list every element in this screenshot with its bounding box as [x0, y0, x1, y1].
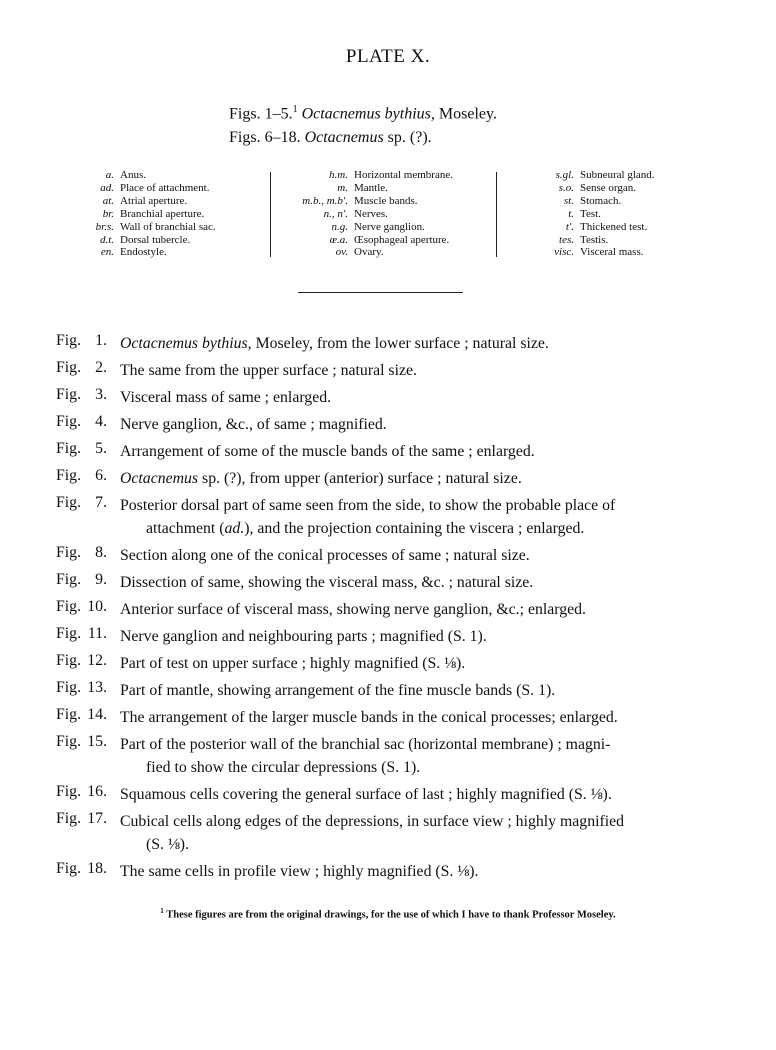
figure-caption — [56, 598, 736, 621]
legend-entry — [538, 246, 655, 259]
caption-text: Section along one of the conical processes of same ; natural size. — [120, 547, 530, 564]
figure-label — [56, 706, 120, 724]
plate-title: PLATE X. — [345, 46, 431, 67]
caption-text: Anterior surface of visceral mass, showing nerve ganglion, &c.; enlarged. — [120, 601, 587, 618]
figure-number: 14. — [87, 706, 108, 723]
footnote-mark: 1 — [292, 104, 298, 115]
figure-caption — [56, 810, 736, 856]
legend-abbreviation: h.m. — [329, 169, 348, 181]
figure-caption — [56, 625, 736, 648]
legend-abbreviation: ad. — [100, 181, 114, 194]
figure-description — [120, 783, 736, 806]
figure-label — [56, 440, 120, 458]
taxon-name: ad. — [224, 520, 245, 537]
figure-number: 17. — [87, 810, 108, 827]
subtitle-author: Moseley. — [438, 105, 497, 123]
figure-description — [120, 625, 736, 648]
figure-label — [56, 652, 120, 670]
figure-description — [120, 571, 736, 594]
figure-description — [120, 733, 736, 779]
legend-entry — [282, 208, 453, 221]
figure-description — [120, 494, 736, 540]
subtitle-species: Octacnemus — [304, 129, 384, 146]
legend-abbreviation: br. — [102, 207, 114, 220]
legend-definition: Sense organ. — [580, 181, 637, 194]
figure-label — [56, 733, 120, 751]
figure-description — [120, 860, 736, 883]
legend-column-3 — [538, 169, 655, 259]
caption-text: Dissection of same, showing the visceral mass, &c. ; natural size. — [120, 574, 534, 591]
figure-caption — [56, 652, 736, 675]
legend-abbreviation: ov. — [335, 246, 348, 259]
caption-text: Squamous cells covering the general surface of last ; highly magnified (S. ⅛). — [120, 786, 612, 803]
legend-definition: Branchial aperture. — [120, 207, 205, 220]
figure-word: Fig. — [56, 494, 82, 511]
figure-caption — [56, 571, 736, 594]
legend-entry — [282, 221, 453, 234]
legend-entry — [538, 182, 655, 195]
figure-label — [56, 467, 120, 485]
figure-number: 6. — [95, 467, 108, 484]
figure-number: 10. — [87, 598, 108, 615]
legend-definition: Dorsal tubercle. — [120, 233, 191, 246]
footnote — [0, 907, 776, 921]
caption-continuation — [120, 517, 736, 540]
legend-entry — [538, 234, 655, 247]
legend-definition: Endostyle. — [120, 246, 167, 259]
legend-entry — [86, 221, 216, 234]
legend-definition: Anus. — [120, 169, 146, 181]
legend-abbreviation: œ.a. — [329, 233, 348, 246]
caption-text: sp. (?), from upper (anterior) surface ; natural size. — [198, 470, 522, 487]
legend-entry — [86, 182, 216, 195]
legend-entry — [538, 195, 655, 208]
figure-label — [56, 598, 120, 616]
legend-abbreviation: st. — [563, 194, 574, 207]
caption-text: Part of mantle, showing arrangement of the fine muscle bands (S. 1). — [120, 682, 556, 699]
legend-abbreviation: tes. — [559, 233, 574, 246]
subtitle-author: sp. (?). — [387, 129, 432, 146]
figure-number: 12. — [87, 652, 108, 669]
caption-text: fied to show the circular depressions (S. 1). — [146, 759, 421, 776]
figure-description — [120, 544, 736, 567]
figure-label — [56, 860, 120, 878]
figure-label — [56, 494, 120, 512]
legend-definition: Visceral mass. — [580, 246, 644, 259]
figure-number: 15. — [87, 733, 108, 750]
caption-text: Part of the posterior wall of the branchial sac (horizontal membrane) ; magni- — [120, 736, 611, 753]
figure-description — [120, 332, 736, 355]
footnote-mark: 1 — [160, 907, 164, 915]
caption-text: The same from the upper surface ; natural size. — [120, 362, 417, 379]
figure-label — [56, 413, 120, 431]
subtitle-figs-label: Figs. 6–18. — [229, 129, 301, 146]
legend-definition: Place of attachment. — [120, 181, 210, 194]
legend-definition: Stomach. — [580, 194, 622, 207]
figure-number: 18. — [87, 860, 108, 877]
figure-label — [56, 625, 120, 643]
legend-abbreviation: en. — [100, 246, 114, 259]
legend-entry — [282, 246, 453, 259]
taxon-name: Octacnemus bythius, — [120, 335, 252, 352]
figure-label — [56, 810, 120, 828]
figure-word: Fig. — [56, 571, 82, 588]
figure-label — [56, 783, 120, 801]
legend-entry — [282, 169, 453, 182]
caption-text: (S. ⅛). — [146, 836, 190, 853]
figure-word: Fig. — [56, 706, 82, 723]
legend-entry — [538, 208, 655, 221]
legend-entry — [86, 169, 216, 182]
figure-caption — [56, 440, 736, 463]
legend-definition: Horizontal membrane. — [354, 169, 453, 181]
figure-label — [56, 571, 120, 589]
legend-entry — [86, 246, 216, 259]
figure-description — [120, 440, 736, 463]
legend-definition: Muscle bands. — [354, 194, 418, 207]
legend-definition: Nerve ganglion. — [354, 220, 425, 233]
figure-number: 7. — [95, 494, 108, 511]
legend-entry — [282, 195, 453, 208]
figure-number: 16. — [87, 783, 108, 800]
footnote-text: These figures are from the original drawings, for the use of which I have to thank Professor Moseley. — [166, 909, 616, 921]
figure-description — [120, 706, 736, 729]
figure-number: 9. — [95, 571, 108, 588]
figure-description — [120, 652, 736, 675]
legend-entry — [538, 221, 655, 234]
caption-text: Nerve ganglion, &c., of same ; magnified. — [120, 416, 387, 433]
legend-definition: Testis. — [580, 233, 609, 246]
legend-definition: Œsophageal aperture. — [354, 233, 450, 246]
subtitle-figs-label: Figs. 1–5. — [229, 105, 293, 123]
caption-text: The arrangement of the larger muscle bands in the conical processes; enlarged. — [120, 709, 618, 726]
figure-caption — [56, 359, 736, 382]
figure-word: Fig. — [56, 598, 82, 615]
legend-abbreviation: s.o. — [558, 181, 574, 194]
figure-word: Fig. — [56, 679, 82, 696]
caption-text: Nerve ganglion and neighbouring parts ; magnified (S. 1). — [120, 628, 487, 645]
caption-continuation — [120, 756, 736, 779]
figure-number: 4. — [95, 413, 108, 430]
figure-number: 3. — [95, 386, 108, 403]
legend-definition: Atrial aperture. — [120, 194, 188, 207]
caption-text: The same cells in profile view ; highly magnified (S. ⅛). — [120, 863, 479, 880]
figure-description — [120, 598, 736, 621]
legend-definition: Nerves. — [354, 207, 388, 220]
caption-text: Posterior dorsal part of same seen from the side, to show the probable place of — [120, 497, 616, 514]
legend-entry — [86, 195, 216, 208]
subtitle-figs-1-5 — [229, 104, 497, 123]
figure-caption — [56, 679, 736, 702]
figure-caption — [56, 544, 736, 567]
legend-abbreviation: d.t. — [99, 233, 114, 246]
legend-abbreviation: n., n'. — [323, 207, 348, 220]
figure-caption — [56, 413, 736, 436]
figure-caption — [56, 860, 736, 883]
legend-entry — [86, 208, 216, 221]
legend-abbreviation: m. — [337, 181, 348, 194]
figure-caption — [56, 706, 736, 729]
legend-abbreviation: a. — [105, 169, 114, 181]
legend-column-2 — [282, 169, 453, 259]
legend-definition: Ovary. — [354, 246, 384, 259]
figure-description — [120, 359, 736, 382]
figure-description — [120, 810, 736, 856]
figure-word: Fig. — [56, 860, 82, 877]
figure-word: Fig. — [56, 386, 82, 403]
figure-word: Fig. — [56, 783, 82, 800]
figure-label — [56, 332, 120, 350]
legend-definition: Wall of branchial sac. — [120, 220, 216, 233]
figure-word: Fig. — [56, 733, 82, 750]
figure-word: Fig. — [56, 413, 82, 430]
caption-text: Arrangement of some of the muscle bands of the same ; enlarged. — [120, 443, 535, 460]
caption-text: Moseley, from the lower surface ; natural size. — [251, 335, 549, 352]
figure-label — [56, 544, 120, 562]
figure-label — [56, 359, 120, 377]
figure-description — [120, 413, 736, 436]
legend-definition: Mantle. — [354, 181, 388, 194]
caption-text: Visceral mass of same ; enlarged. — [120, 389, 332, 406]
figure-number: 13. — [87, 679, 108, 696]
caption-text: attachment ( — [146, 520, 225, 537]
legend-abbreviation: visc. — [554, 246, 574, 259]
figure-label — [56, 679, 120, 697]
legend-abbreviation: t. — [568, 207, 574, 220]
figure-word: Fig. — [56, 332, 82, 349]
subtitle-species: Octacnemus bythius, — [301, 105, 435, 123]
legend-abbreviation: s.gl. — [555, 169, 574, 181]
figure-number: 5. — [95, 440, 108, 457]
figure-word: Fig. — [56, 625, 82, 642]
legend-abbreviation: t'. — [565, 220, 574, 233]
figure-description — [120, 467, 736, 490]
figure-number: 11. — [87, 625, 108, 642]
figure-number: 8. — [95, 544, 108, 561]
figure-caption — [56, 386, 736, 409]
figure-number: 1. — [95, 332, 108, 349]
figure-caption — [56, 332, 736, 355]
subtitle-figs-6-18 — [229, 129, 432, 147]
legend-entry — [282, 182, 453, 195]
figure-word: Fig. — [56, 544, 82, 561]
figure-caption — [56, 467, 736, 490]
taxon-name: Octacnemus — [120, 470, 199, 487]
legend-abbreviation: br.s. — [95, 220, 114, 233]
legend-definition: Test. — [580, 207, 601, 220]
caption-text: Part of test on upper surface ; highly magnified (S. ⅛). — [120, 655, 466, 672]
figure-number: 2. — [95, 359, 108, 376]
legend-entry — [282, 234, 453, 247]
caption-text: Cubical cells along edges of the depressions, in surface view ; highly magnified — [120, 813, 625, 830]
figure-word: Fig. — [56, 440, 82, 457]
legend-abbreviation: at. — [102, 194, 114, 207]
figure-caption — [56, 733, 736, 779]
figure-caption — [56, 494, 736, 540]
caption-text: ), and the projection containing the viscera ; enlarged. — [244, 520, 585, 537]
legend-entry — [86, 234, 216, 247]
section-divider — [298, 292, 463, 293]
figure-description — [120, 679, 736, 702]
figure-description — [120, 386, 736, 409]
figure-word: Fig. — [56, 652, 82, 669]
legend-abbreviation: m.b., m.b'. — [302, 194, 348, 207]
legend-divider — [496, 172, 497, 257]
figure-caption — [56, 783, 736, 806]
caption-continuation — [120, 833, 736, 856]
legend-column-1 — [86, 169, 216, 259]
figure-label — [56, 386, 120, 404]
legend-entry — [538, 169, 655, 182]
figure-word: Fig. — [56, 810, 82, 827]
legend-abbreviation: n.g. — [331, 220, 348, 233]
legend-divider — [270, 172, 271, 257]
figure-word: Fig. — [56, 467, 82, 484]
legend-definition: Subneural gland. — [580, 169, 655, 181]
legend-definition: Thickened test. — [580, 220, 648, 233]
figure-word: Fig. — [56, 359, 82, 376]
